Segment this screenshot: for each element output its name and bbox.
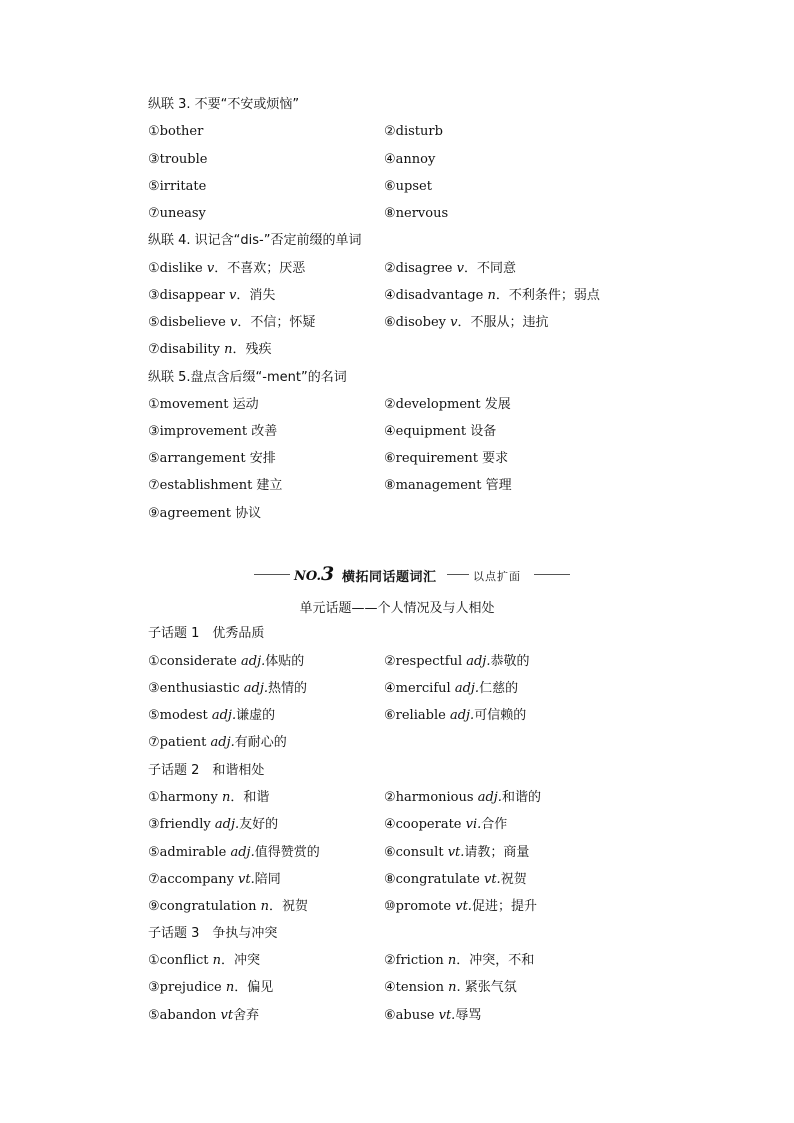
part-of-speech: n (224, 342, 233, 357)
list-item: ①conflict n．冲突 (148, 953, 260, 968)
subtopic-heading: 子话题 2 和谐相处 (148, 763, 265, 778)
list-item: ④merciful adj.仁慈的 (384, 681, 519, 696)
banner-rule-mid (447, 574, 469, 575)
list-item: ⑥abuse vt.辱骂 (384, 1008, 482, 1023)
list-item: ⑥upset (384, 179, 432, 194)
part-of-speech: v (456, 261, 464, 276)
list-item: ⑥reliable adj.可信赖的 (384, 708, 527, 723)
list-item (384, 314, 549, 332)
banner-subtitle: 以点扩面 (473, 570, 521, 583)
list-item: ②disturb (384, 124, 443, 139)
meaning: ．不服从；违抗 (457, 315, 549, 330)
list-item: ①bother (148, 124, 204, 139)
banner-number: NO.3 (294, 563, 335, 585)
list-item: ③trouble (148, 152, 208, 167)
section-banner (254, 564, 570, 586)
list-item: ①movement 运动 (148, 397, 259, 412)
list-item (384, 287, 600, 305)
part-of-speech: v (229, 288, 237, 303)
list-item (384, 260, 516, 278)
part-of-speech: v (206, 261, 215, 276)
meaning: ．不喜欢；厌恶 (214, 261, 306, 276)
part-of-speech: v (450, 315, 458, 330)
banner-title: 横拓同话题词汇 (342, 570, 437, 585)
list-item: ④equipment 设备 (384, 424, 497, 439)
subtopic-heading: 子话题 1 优秀品质 (148, 626, 265, 641)
list-item: ⑤modest adj.谦虚的 (148, 708, 276, 723)
word: ②disagree (384, 261, 457, 276)
list-item: ⑥requirement 要求 (384, 451, 509, 466)
unit-topic: 单元话题——个人情况及与人相处 (299, 601, 495, 616)
list-item: ②harmonious adj.和谐的 (384, 790, 541, 805)
list-item: ⑥consult vt.请教；商量 (384, 845, 530, 860)
list-item: ⑤abandon vt舍弃 (148, 1008, 260, 1023)
list-item: ③improvement 改善 (148, 424, 278, 439)
list-item: ⑨congratulation n．祝贺 (148, 899, 309, 914)
meaning: ．消失 (236, 288, 276, 303)
list-item: ④annoy (384, 152, 436, 167)
list-item: ②development 发展 (384, 397, 511, 412)
list-item: ⑤irritate (148, 179, 207, 194)
list-item: ④cooperate vi.合作 (384, 817, 508, 832)
banner-rule-right (534, 574, 570, 575)
meaning: ．不利条件；弱点 (495, 288, 600, 303)
part-of-speech: v (230, 315, 238, 330)
list-item: ①considerate adj.体贴的 (148, 654, 305, 669)
list-item: ⑤arrangement 安排 (148, 451, 276, 466)
list-item: ②respectful adj.恭敬的 (384, 654, 530, 669)
list-item (148, 260, 305, 278)
list-item: ②friction n．冲突，不和 (384, 953, 535, 968)
word: ④disadvantage (384, 288, 488, 303)
list-item: ⑨agreement 协议 (148, 506, 262, 521)
section-heading: 纵联 5.盘点含后缀“-ment”的名词 (148, 370, 347, 385)
list-item: ⑧congratulate vt.祝贺 (384, 872, 527, 887)
list-item: ⑩promote vt.促进；提升 (384, 899, 537, 914)
banner-rule-left (254, 574, 290, 575)
list-item (148, 341, 271, 359)
meaning: ．残疾 (232, 342, 272, 357)
word: ⑥disobey (384, 315, 451, 330)
part-of-speech: n (487, 288, 496, 303)
meaning: ．不同意 (463, 261, 516, 276)
meaning: ．不信；怀疑 (237, 315, 316, 330)
list-item (148, 314, 315, 332)
list-item: ⑦establishment 建立 (148, 478, 283, 493)
list-item: ③enthusiastic adj.热情的 (148, 681, 308, 696)
word: ⑦disability (148, 342, 225, 357)
list-item: ⑧nervous (384, 206, 449, 221)
list-item: ⑧management 管理 (384, 478, 512, 493)
list-item: ①harmony n．和谐 (148, 790, 270, 805)
word: ③disappear (148, 288, 229, 303)
subtopic-heading: 子话题 3 争执与冲突 (148, 926, 278, 941)
list-item: ⑦accompany vt.陪同 (148, 872, 281, 887)
list-item (148, 287, 275, 305)
word: ⑤disbelieve (148, 315, 230, 330)
list-item: ⑦uneasy (148, 206, 206, 221)
word: ①dislike (148, 261, 207, 276)
list-item: ⑦patient adj.有耐心的 (148, 735, 287, 750)
list-item: ③friendly adj.友好的 (148, 817, 279, 832)
section-heading: 纵联 3. 不要“不安或烦恼” (148, 97, 300, 112)
list-item: ④tension n. 紧张气氛 (384, 980, 517, 995)
section-heading: 纵联 4. 识记含“dis-”否定前缀的单词 (148, 233, 362, 248)
list-item: ⑤admirable adj.值得赞赏的 (148, 845, 320, 860)
list-item: ③prejudice n．偏见 (148, 980, 274, 995)
